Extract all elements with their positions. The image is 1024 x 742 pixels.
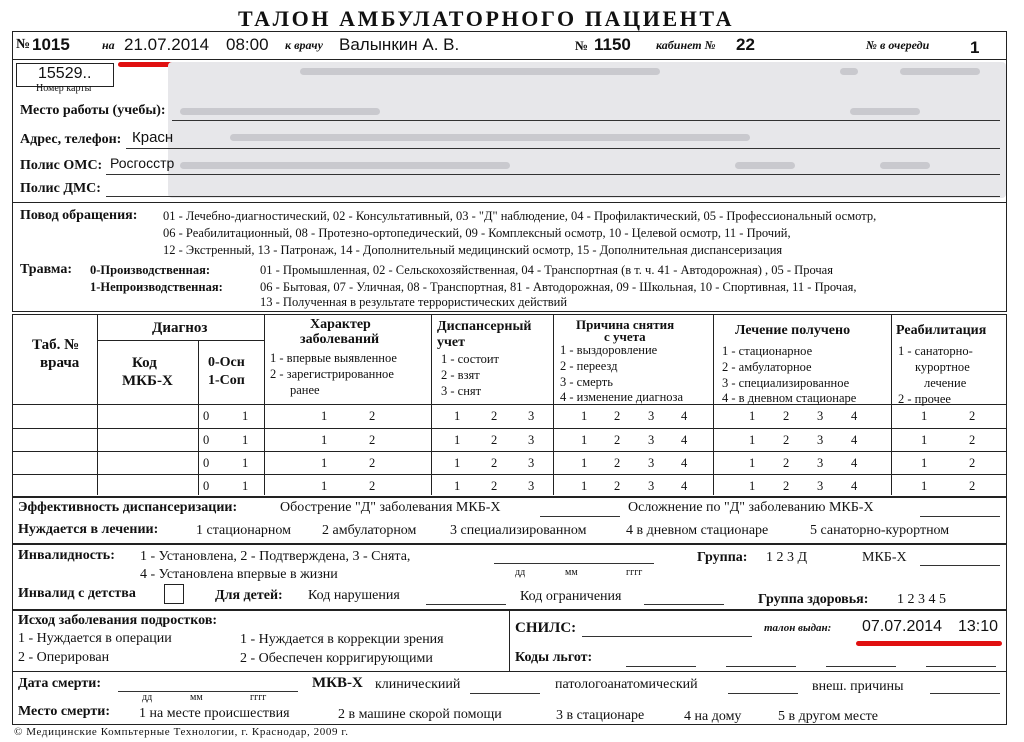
option-number[interactable]: 1 — [454, 433, 461, 447]
option-number[interactable]: 3 — [817, 409, 824, 423]
group-values: 1 2 3 Д — [766, 550, 808, 565]
code-header-2: МКБ-Х — [122, 373, 173, 389]
table-divider — [97, 340, 264, 341]
rehab-title: Реабилитация — [896, 323, 987, 338]
redacted-line — [180, 162, 510, 169]
option-number[interactable]: 0 — [203, 433, 210, 447]
option-number[interactable]: 2 — [783, 456, 790, 470]
option-number[interactable]: 3 — [528, 456, 535, 470]
issued-time: 13:10 — [958, 618, 999, 635]
address-value: Красн — [132, 129, 174, 146]
reason-label: Повод обращения: — [20, 208, 138, 223]
issued-label: талон выдан: — [764, 622, 832, 634]
death-place-4: 4 на дому — [684, 709, 742, 724]
date-field-line — [494, 563, 654, 564]
option-number[interactable]: 0 — [203, 409, 210, 423]
redacted-line — [880, 162, 930, 169]
reason-line-1: 01 - Лечебно-диагностический, 02 - Консультативный, 03 - "Д" наблюдение, 04 - Профилактический, 05 - Профессиональный осмотр, — [163, 209, 877, 223]
osn-header-2: 1-Соп — [208, 373, 245, 388]
option-number[interactable]: 1 — [749, 456, 756, 470]
option-number[interactable]: 4 — [851, 479, 858, 493]
option-number[interactable]: 1 — [581, 456, 588, 470]
option-number[interactable]: 2 — [614, 456, 621, 470]
rehab-item-1: 1 - санаторно- — [898, 344, 973, 358]
option-number[interactable]: 3 — [528, 433, 535, 447]
dispensary-item-1: 1 - состоит — [441, 352, 500, 366]
for-children-label: Для детей: — [215, 588, 283, 603]
death-place-label: Место смерти: — [18, 704, 110, 719]
option-number[interactable]: 4 — [851, 409, 858, 423]
option-number[interactable]: 2 — [969, 433, 976, 447]
option-number[interactable]: 3 — [648, 409, 655, 423]
needs-option-4: 4 в дневном стационаре — [626, 523, 769, 538]
treatment-title: Лечение получено — [735, 323, 851, 338]
option-number[interactable]: 1 — [749, 409, 756, 423]
needs-option-1: 1 стационарном — [196, 523, 291, 538]
option-number[interactable]: 2 — [969, 456, 976, 470]
table-row-line — [12, 404, 1007, 405]
option-number[interactable]: 1 — [321, 433, 328, 447]
treatment-item-3: 3 - специализированное — [722, 376, 850, 390]
redacted-line — [230, 134, 750, 141]
tab-header-2: врача — [40, 355, 80, 371]
option-number[interactable]: 3 — [648, 479, 655, 493]
outcome-option-1: 1 - Нуждается в операции — [18, 631, 172, 646]
queue-label: № в очереди — [866, 38, 930, 52]
disability-line-1: 1 - Установлена, 2 - Подтверждена, 3 - Снята, — [140, 549, 411, 564]
option-number[interactable]: 1 — [242, 409, 249, 423]
option-number[interactable]: 0 — [203, 479, 210, 493]
death-place-1: 1 на месте происшествия — [139, 706, 290, 721]
redacted-line — [900, 68, 980, 75]
option-number[interactable]: 1 — [242, 433, 249, 447]
disability-line-2: 4 - Установлена впервые в жизни — [140, 567, 338, 582]
option-number[interactable]: 1 — [921, 456, 928, 470]
option-number[interactable]: 2 — [783, 479, 790, 493]
field-line — [926, 666, 996, 667]
date-prefix: на — [102, 38, 115, 52]
outcome-option-2: 2 - Оперирован — [18, 650, 110, 665]
option-number[interactable]: 1 — [581, 433, 588, 447]
option-number[interactable]: 1 — [749, 479, 756, 493]
diagnosis-header: Диагноз — [152, 320, 208, 336]
cabinet-number: 22 — [736, 35, 755, 54]
redacted-patient-data — [168, 62, 1006, 198]
option-number[interactable]: 2 — [783, 409, 790, 423]
death-place-2: 2 в машине скорой помощи — [338, 707, 502, 722]
number-label: № — [575, 38, 589, 53]
field-line — [582, 636, 752, 637]
code-header-1: Код — [132, 355, 157, 371]
disability-label: Инвалидность: — [18, 548, 115, 563]
character-item-1: 1 - впервые выявленное — [270, 351, 397, 365]
field-line — [126, 148, 1000, 149]
doctor-label: к врачу — [285, 38, 323, 52]
field-line — [644, 604, 724, 605]
tab-header-1: Таб. № — [32, 337, 80, 353]
rehab-item-3: лечение — [924, 376, 967, 390]
character-title-2: заболеваний — [300, 332, 380, 347]
cabinet-label: кабинет № — [656, 38, 716, 52]
option-number[interactable]: 2 — [614, 433, 621, 447]
option-number[interactable]: 1 — [321, 479, 328, 493]
reason-title-1: Причина снятия — [576, 317, 675, 332]
option-number[interactable]: 4 — [681, 409, 688, 423]
option-number[interactable]: 2 — [614, 479, 621, 493]
health-group-values: 1 2 3 4 5 — [897, 592, 946, 607]
redacted-line — [735, 162, 795, 169]
ticket-number: 1015 — [32, 35, 70, 54]
reason-title-2: с учета — [604, 329, 646, 344]
needs-option-3: 3 специализированном — [450, 523, 587, 538]
option-number[interactable]: 2 — [369, 479, 376, 493]
death-place-3: 3 в стационаре — [556, 708, 645, 723]
option-number[interactable]: 1 — [321, 409, 328, 423]
death-dd: дд — [142, 692, 153, 703]
visit-time: 08:00 — [226, 35, 269, 54]
visit-date: 21.07.2014 — [124, 35, 210, 54]
health-group-label: Группа здоровья: — [758, 592, 869, 607]
trauma-label: Травма: — [20, 262, 73, 277]
date-yy: гггг — [626, 567, 643, 578]
option-number[interactable]: 3 — [817, 456, 824, 470]
needs-option-5: 5 санаторно-курортном — [810, 523, 950, 538]
option-number[interactable]: 3 — [817, 433, 824, 447]
doctor-name: Валынкин А. В. — [339, 35, 460, 54]
option-number[interactable]: 4 — [681, 433, 688, 447]
dispensary-title-2: учет — [437, 335, 465, 350]
outcome-title: Исход заболевания подростков: — [18, 613, 218, 628]
option-number[interactable]: 1 — [242, 456, 249, 470]
reason-item-2: 2 - переезд — [560, 359, 618, 373]
option-number[interactable]: 1 — [454, 456, 461, 470]
field-line — [626, 666, 696, 667]
trauma-line-2: 06 - Бытовая, 07 - Уличная, 08 - Транспортная, 81 - Автодорожная, 09 - Школьная, 10 - Спортивная, 11 - Прочая, — [260, 280, 857, 294]
card-number: 15529.. — [38, 65, 92, 82]
rehab-item-4: 2 - прочее — [898, 392, 951, 406]
character-item-3: ранее — [290, 383, 320, 397]
death-date-label: Дата смерти: — [18, 676, 101, 691]
field-line — [726, 666, 796, 667]
field-line — [106, 174, 1000, 175]
option-number[interactable]: 2 — [969, 479, 976, 493]
option-number[interactable]: 3 — [817, 479, 824, 493]
option-number[interactable]: 2 — [491, 479, 498, 493]
page-title: ТАЛОН АМБУЛАТОРНОГО ПАЦИЕНТА — [238, 6, 735, 31]
option-number[interactable]: 3 — [528, 479, 535, 493]
treatment-item-1: 1 - стационарное — [722, 344, 813, 358]
death-place-5: 5 в другом месте — [778, 709, 879, 724]
death-mkb-label: МКВ-Х — [312, 675, 363, 691]
field-line — [920, 565, 1000, 566]
redacted-line — [180, 108, 380, 115]
field-line — [920, 516, 1000, 517]
field-line — [106, 196, 1000, 197]
issued-date: 07.07.2014 — [862, 618, 943, 635]
option-number[interactable]: 1 — [581, 409, 588, 423]
option-number[interactable]: 0 — [203, 456, 210, 470]
dispensary-item-3: 3 - снят — [441, 384, 482, 398]
dispensary-title-1: Диспансерный — [437, 319, 532, 334]
table-row-line — [12, 428, 1007, 429]
reason-item-1: 1 - выздоровление — [560, 343, 658, 357]
option-number[interactable]: 2 — [369, 456, 376, 470]
date-dd: дд — [515, 567, 526, 578]
snils-label: СНИЛС: — [515, 620, 577, 636]
oms-label: Полис ОМС: — [20, 158, 103, 173]
ticket-number-label: № — [16, 37, 31, 52]
dms-label: Полис ДМС: — [20, 181, 101, 196]
reason-line-2: 06 - Реабилитационный, 08 - Протезно-ортопедический, 09 - Комплексный осмотр, 10 - Целевой осмотр, 11 - Прочий, — [163, 226, 791, 240]
option-number[interactable]: 1 — [581, 479, 588, 493]
death-yy: гггг — [250, 692, 267, 703]
trauma-type-1: 1-Непроизводственная: — [90, 280, 223, 294]
option-number[interactable]: 2 — [369, 409, 376, 423]
red-underline-issued — [856, 641, 1002, 646]
correction-option-1: 1 - Нуждается в коррекции зрения — [240, 632, 444, 647]
exacerbation-label: Обострение "Д" заболевания МКБ-Х — [280, 500, 501, 515]
group-label: Группа: — [697, 550, 748, 565]
queue-number: 1 — [970, 38, 980, 57]
needs-label: Нуждается в лечении: — [18, 522, 159, 537]
option-number[interactable]: 2 — [614, 409, 621, 423]
disability-mkb-label: МКБ-Х — [862, 550, 907, 565]
trauma-type-0: 0-Производственная: — [90, 263, 211, 277]
character-item-2: 2 - зарегистрированное — [270, 367, 394, 381]
reason-item-4: 4 - изменение диагноза — [560, 390, 684, 404]
option-number[interactable]: 3 — [528, 409, 535, 423]
option-number[interactable]: 1 — [921, 433, 928, 447]
osn-header-1: 0-Осн — [208, 355, 245, 370]
benefits-label: Коды льгот: — [515, 650, 593, 665]
option-number[interactable]: 1 — [454, 409, 461, 423]
external-causes-label: внеш. причины — [812, 679, 904, 694]
death-mm: мм — [190, 692, 203, 703]
number-value: 1150 — [594, 35, 631, 54]
option-number[interactable]: 1 — [321, 456, 328, 470]
table-row-line — [12, 474, 1007, 475]
trauma-line-1: 01 - Промышленная, 02 - Сельскохозяйственная, 04 - Транспортная (в т. ч. 41 - Автодорожная) , 05 - Прочая — [260, 263, 833, 277]
oms-value: Росгосстр — [110, 155, 175, 171]
effectiveness-label: Эффективность диспансеризации: — [18, 500, 238, 515]
disabled-from-childhood-label: Инвалид с детства — [18, 586, 136, 601]
correction-option-2: 2 - Обеспечен корригирующими — [240, 651, 433, 666]
option-number[interactable]: 4 — [851, 433, 858, 447]
redacted-line — [850, 108, 920, 115]
redacted-line — [840, 68, 858, 75]
clinical-label: клиническиий — [375, 677, 461, 692]
dispensary-item-2: 2 - взят — [441, 368, 480, 382]
treatment-item-2: 2 - амбулаторное — [722, 360, 812, 374]
table-divider — [198, 340, 199, 495]
option-number[interactable]: 1 — [242, 479, 249, 493]
option-number[interactable]: 1 — [921, 409, 928, 423]
field-line — [172, 120, 1000, 121]
field-line — [826, 666, 896, 667]
option-number[interactable]: 2 — [491, 433, 498, 447]
violation-code-label: Код нарушения — [308, 588, 400, 603]
option-number[interactable]: 2 — [969, 409, 976, 423]
work-label: Место работы (учебы): — [20, 103, 166, 118]
option-number[interactable]: 4 — [851, 456, 858, 470]
option-number[interactable]: 1 — [921, 479, 928, 493]
treatment-item-4: 4 - в дневном стационаре — [722, 391, 857, 405]
pathology-label: патологоанатомический — [555, 677, 698, 692]
disabled-from-childhood-checkbox[interactable] — [164, 584, 184, 604]
field-line — [728, 693, 798, 694]
trauma-line-3: 13 - Полученная в результате террористических действий — [260, 295, 568, 309]
option-number[interactable]: 2 — [369, 433, 376, 447]
rehab-item-2: курортное — [915, 360, 970, 374]
option-number[interactable]: 2 — [783, 433, 790, 447]
card-number-label: Номер карты — [36, 83, 92, 94]
redacted-line — [300, 68, 660, 75]
character-title-1: Характер — [310, 317, 371, 332]
reason-line-3: 12 - Экстренный, 13 - Патронаж, 14 - Дополнительный медицинский осмотр, 15 - Дополнительная диспансеризация — [163, 243, 783, 257]
option-number[interactable]: 2 — [491, 456, 498, 470]
footer-copyright: © Медицинские Компьтерные Технологии, г. Краснодар, 2009 г. — [14, 726, 349, 738]
option-number[interactable]: 1 — [749, 433, 756, 447]
option-number[interactable]: 4 — [681, 456, 688, 470]
reason-item-3: 3 - смерть — [560, 375, 613, 389]
address-label: Адрес, телефон: — [20, 132, 122, 147]
date-mm: мм — [565, 567, 578, 578]
option-number[interactable]: 1 — [454, 479, 461, 493]
field-line — [540, 516, 620, 517]
needs-option-2: 2 амбулаторном — [322, 523, 417, 538]
field-line — [426, 604, 506, 605]
restriction-code-label: Код ограничения — [520, 589, 622, 604]
option-number[interactable]: 3 — [648, 433, 655, 447]
field-line — [930, 693, 1000, 694]
option-number[interactable]: 3 — [648, 456, 655, 470]
complication-label: Осложнение по "Д" заболеванию МКБ-Х — [628, 500, 874, 515]
field-line — [470, 693, 540, 694]
table-row-line — [12, 451, 1007, 452]
option-number[interactable]: 4 — [681, 479, 688, 493]
option-number[interactable]: 2 — [491, 409, 498, 423]
diagnosis-table — [12, 314, 1007, 497]
